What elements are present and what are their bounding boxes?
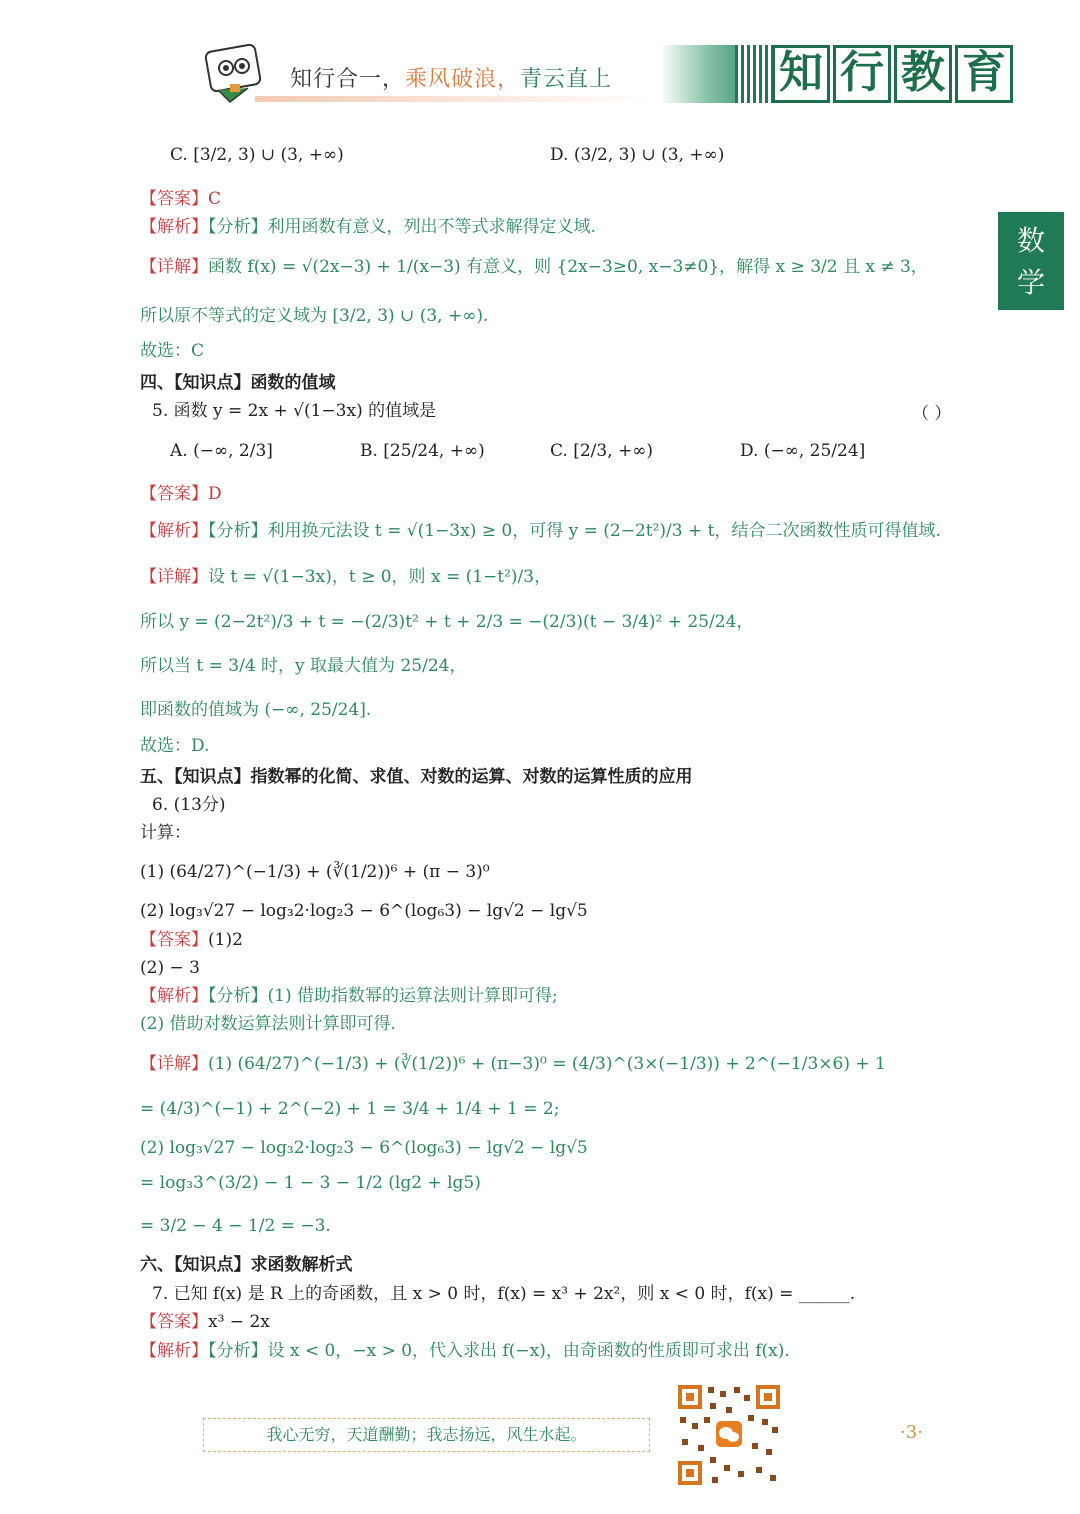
answer-value: x³ − 2x (208, 1312, 270, 1332)
header-stripes (735, 45, 775, 103)
detail-label: 【详解】 (140, 257, 208, 277)
analysis-label: 【解析】 (140, 1341, 208, 1361)
q6-part1: (1) (64/27)^(−1/3) + (∛(1/2))⁶ + (π − 3)⁰ (140, 862, 490, 882)
q5-answer (140, 482, 222, 506)
detail-text: (1) (64/27)^(−1/3) + (∛(1/2))⁶ + (π−3)⁰ = (4/3)^(3×(−1/3)) + 2^(−1/3×6) + 1 (208, 1054, 886, 1074)
answer-label: 【答案】 (140, 1312, 208, 1332)
header-slogan (290, 62, 612, 93)
subject-tab[interactable] (998, 212, 1064, 310)
q5-option-d: D. (−∞, 25/24] (740, 441, 866, 461)
detail-text: 函数 f(x) = √(2x−3) + 1/(x−3) 有意义，则 {2x−3≥0, x−3≠0}，解得 x ≥ 3/2 且 x ≠ 3， (208, 257, 928, 277)
answer-label: 【答案】 (140, 484, 208, 504)
analysis-text: 【分析】(1) 借助指数幂的运算法则计算即可得; (208, 986, 558, 1006)
q7-analysis (140, 1339, 790, 1363)
answer-value: (1)2 (208, 930, 243, 950)
q5-detail-2: 所以 y = (2−2t²)/3 + t = −(2/3)t² + t + 2/3 = −(2/3)(t − 3/4)² + 25/24， (140, 612, 754, 632)
subject-tab-line2: 学 (1016, 266, 1045, 299)
analysis-label: 【解析】 (140, 217, 208, 237)
answer-value: D (208, 484, 222, 504)
q6-answer-1 (140, 928, 243, 952)
q5-option-b: B. [25/24, +∞) (360, 441, 485, 461)
q7-answer (140, 1310, 270, 1334)
q6-detail-3: (2) log₃√27 − log₃2·log₂3 − 6^(log₆3) − lg√2 − lg√5 (140, 1138, 588, 1158)
q5-detail-4: 即函数的值域为 (−∞, 25/24]. (140, 700, 372, 720)
q5-detail-3: 所以当 t = 3/4 时，y 取最大值为 25/24， (140, 656, 467, 676)
section5-title: 五、【知识点】指数幂的化简、求值、对数的运算、对数的运算性质的应用 (140, 767, 693, 787)
section6-title: 六、【知识点】求函数解析式 (140, 1255, 353, 1275)
section4-title: 四、【知识点】函数的值域 (140, 373, 336, 393)
detail-text: 设 t = √(1−3x)，t ≥ 0，则 x = (1−t²)/3， (208, 567, 552, 587)
q6-analysis-2: (2) 借助对数运算法则计算即可得. (140, 1014, 396, 1034)
brand-char: 育 (955, 45, 1013, 103)
q5-analysis (140, 519, 941, 543)
q5-option-c: C. [2/3, +∞) (550, 441, 654, 461)
q4-detail-1 (140, 255, 928, 279)
answer-label: 【答案】 (140, 189, 208, 209)
q4-detail-3: 故选：C (140, 341, 205, 361)
q6-prompt: 计算： (140, 823, 191, 843)
qr-code-icon[interactable] (676, 1383, 782, 1487)
slogan-part3: 青云直上 (520, 67, 613, 92)
q6-detail-2: = (4/3)^(−1) + 2^(−2) + 1 = 3/4 + 1/4 + 1 = 2; (140, 1099, 560, 1119)
q5-option-a: A. (−∞, 2/3] (170, 441, 273, 461)
q6-detail-1 (140, 1052, 886, 1076)
brand-char: 行 (833, 45, 891, 103)
brand-char: 教 (894, 45, 952, 103)
answer-value: C (208, 189, 222, 209)
brand-logo (772, 45, 1016, 103)
q6-detail-5: = 3/2 − 4 − 1/2 = −3. (140, 1216, 331, 1236)
q6-question: 6. (13分) (152, 795, 226, 815)
brand-char: 知 (772, 45, 830, 103)
q4-detail-2: 所以原不等式的定义域为 [3/2, 3) ∪ (3, +∞). (140, 306, 489, 326)
page-number: ·3· (900, 1422, 923, 1443)
q7-question: 7. 已知 f(x) 是 R 上的奇函数，且 x > 0 时，f(x) = x³ + 2x²，则 x < 0 时，f(x) = ______. (152, 1284, 856, 1304)
analysis-label: 【解析】 (140, 521, 208, 541)
subject-tab-line1: 数 (1016, 224, 1045, 257)
q4-analysis (140, 215, 596, 239)
q5-detail-5: 故选：D. (140, 736, 210, 756)
q6-answer-2: (2) − 3 (140, 958, 200, 978)
slogan-part1: 知行合一， (290, 67, 406, 92)
q6-analysis-1 (140, 984, 558, 1008)
q5-question: 5. 函数 y = 2x + √(1−3x) 的值域是 (152, 401, 437, 421)
detail-label: 【详解】 (140, 1054, 208, 1074)
analysis-label: 【解析】 (140, 986, 208, 1006)
q4-answer (140, 187, 221, 211)
header-divider (255, 96, 655, 102)
footer-motto: 我心无穷，天道酬勤；我志扬远，风生水起。 (203, 1418, 650, 1452)
detail-label: 【详解】 (140, 567, 208, 587)
q4-option-c: C. [3/2, 3) ∪ (3, +∞) (170, 145, 344, 165)
analysis-text: 【分析】利用换元法设 t = √(1−3x) ≥ 0，可得 y = (2−2t²)/3 + t，结合二次函数性质可得值域. (208, 521, 941, 541)
q6-detail-4: = log₃3^(3/2) − 1 − 3 − 1/2 (lg2 + lg5) (140, 1173, 481, 1193)
q5-detail-1 (140, 565, 551, 589)
q5-bracket: （ ） (912, 404, 952, 424)
slogan-part2: 乘风破浪， (405, 67, 521, 92)
q4-option-d: D. (3/2, 3) ∪ (3, +∞) (550, 145, 725, 165)
q6-part2: (2) log₃√27 − log₃2·log₂3 − 6^(log₆3) − lg√2 − lg√5 (140, 901, 588, 921)
analysis-text: 【分析】利用函数有意义，列出不等式求解得定义域. (208, 217, 596, 237)
answer-label: 【答案】 (140, 930, 208, 950)
analysis-text: 【分析】设 x < 0，−x > 0，代入求出 f(−x)，由奇函数的性质即可求出 f(x). (208, 1341, 790, 1361)
